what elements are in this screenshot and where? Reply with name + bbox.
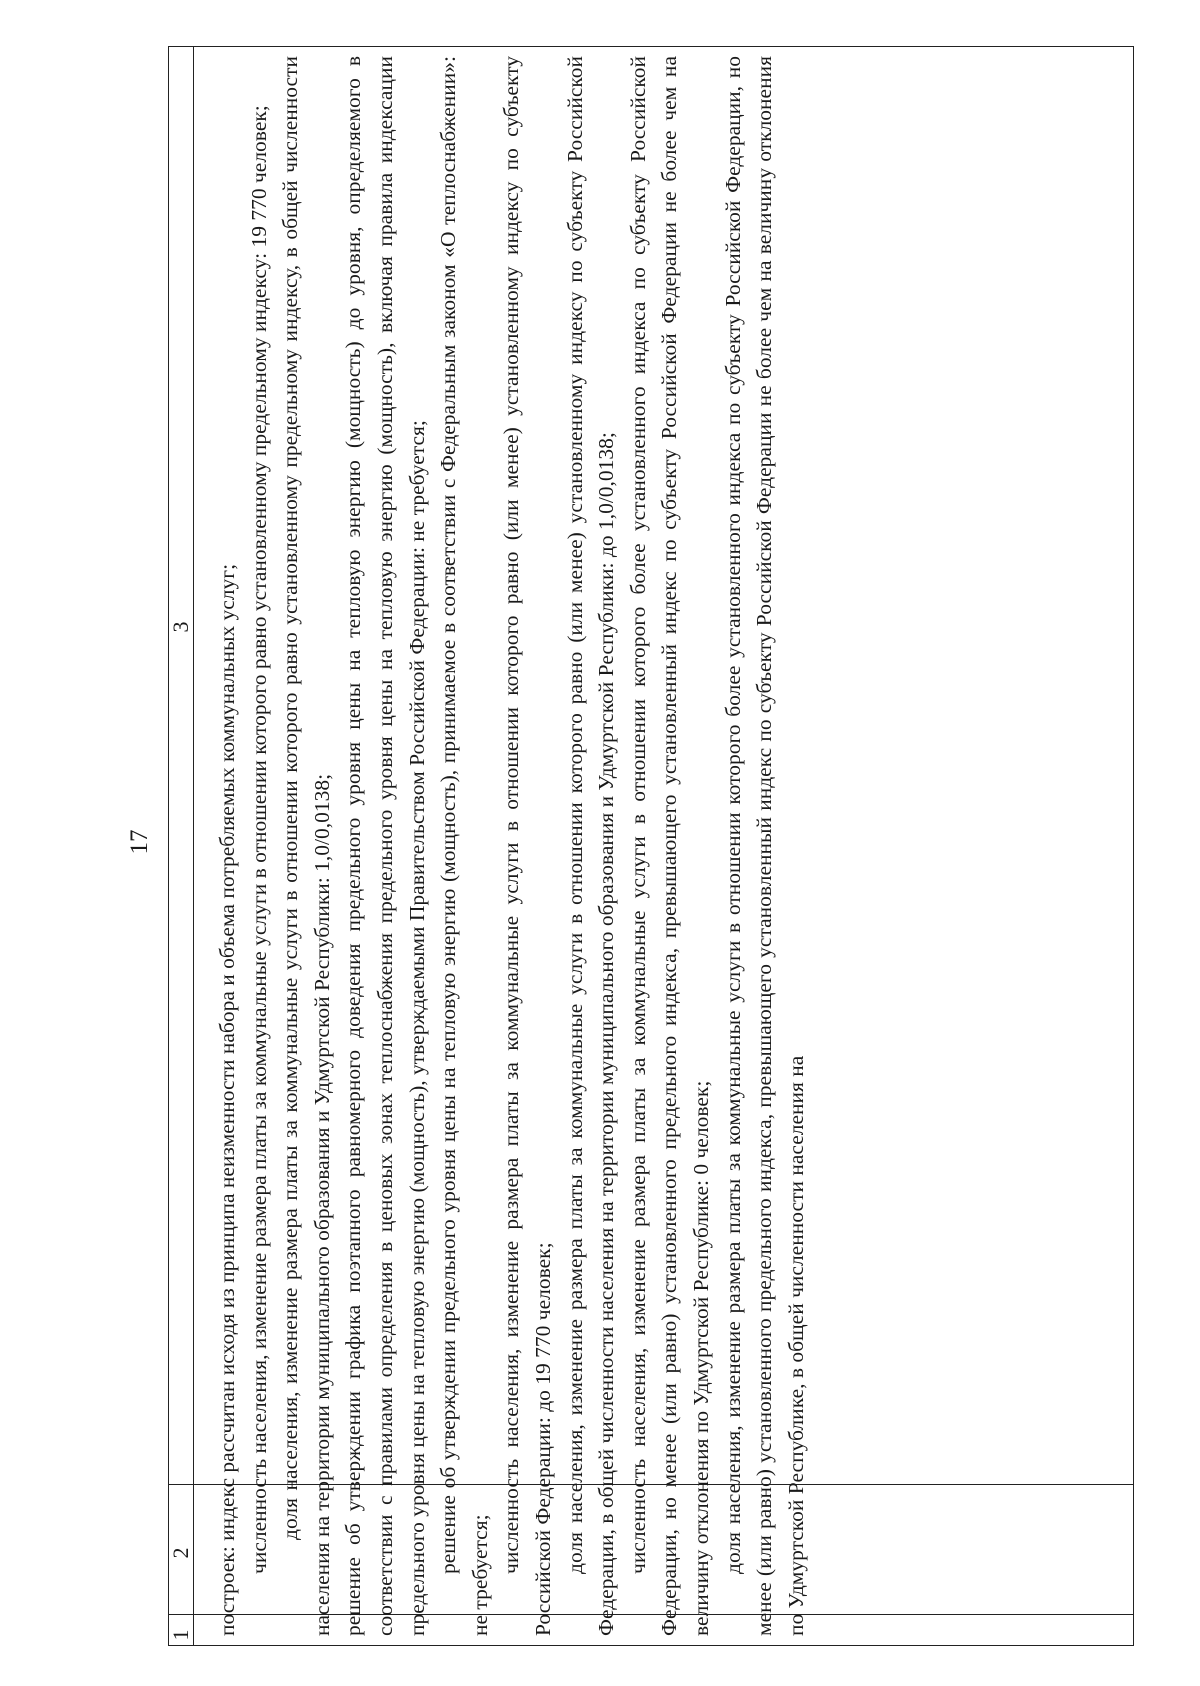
paragraph: доля населения, изменение размера платы за коммунальные услуги в отношении которого равно установленному предельному индексу, в общей численности населения на территории муниципального образования и Удмуртской Республики: 1,0/0,0138; <box>278 56 334 1636</box>
column-number-2: 2 <box>168 1547 193 1559</box>
paragraph: численность населения, изменение размера платы за коммунальные услуги в отношении которого равно (или менее) установленному индексу по субъекту Российской Федерации: до 19 770 человек; <box>499 56 555 1636</box>
column-number-3: 3 <box>168 621 193 633</box>
paragraph: численность населения, изменение размера платы за коммунальные услуги в отношении которого более установленного индекса по субъекту Российской Федерации, но менее (или равно) установленного предельного индекса, превышающего установленный индекс по субъекту Российской Федерации не более чем на величину отклонения по Удмуртской Республике: 0 человек; <box>625 56 713 1636</box>
column-number-1: 1 <box>168 1629 193 1641</box>
paragraph: доля населения, изменение размера платы за коммунальные услуги в отношении которого более установленного индекса по субъекту Российской Федерации, но менее (или равно) установленного предельного индекса, превышающего установленный индекс по субъекту Российской Федерации не более чем на величину отклонения по Удмуртской Республике, в общей численности населения на <box>720 56 808 1636</box>
paragraph: решение об утверждении предельного уровня цены на тепловую энергию (мощность), принимаемое в соответствии с Федеральным законом «О теплоснабжении»: не требуется; <box>436 56 492 1636</box>
page-number: 17 <box>126 829 153 855</box>
header-divider <box>193 47 194 1645</box>
paragraph: решение об утверждении графика поэтапного равномерного доведения предельного уровня цены на тепловую энергию (мощность) до уровня, определяемого в соответствии с правилами определения в ценовых зонах теплоснабжения предельного уровня цены на тепловую энергию (мощность), включая правила индексации предельного уровня цены на тепловую энергию (мощность), утверждаемыми Правительством Российской Федерации: не требуется; <box>341 56 429 1636</box>
paragraph: построек: индекс рассчитан исходя из принципа неизменности набора и объема потребляемых коммунальных услуг; <box>215 563 239 1636</box>
paragraph: численность населения, изменение размера платы за коммунальные услуги в отношении которого равно установленному предельному индексу: 19 770 человек; <box>246 105 271 1574</box>
paragraph: доля населения, изменение размера платы за коммунальные услуги в отношении которого равно (или менее) установленному индексу по субъекту Российской Федерации, в общей численности населения на территории муниципального образования и Удмуртской Республики: до 1,0/0,0138; <box>562 56 619 1636</box>
column-3-text <box>212 50 1132 1642</box>
